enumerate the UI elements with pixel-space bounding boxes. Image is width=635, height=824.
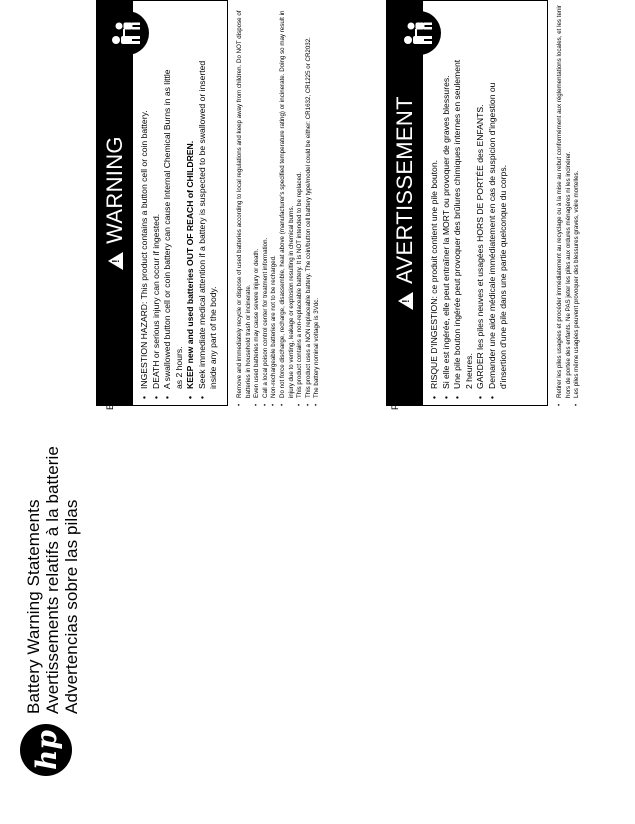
list-item: • Remove and immediately recycle or dispose of used batteries according to local regulations and keep away from children. Do NOT dispose of batteries in household trash or incinerate. (236, 2, 253, 406)
list-item: • Retirer les piles usagées et procéder immédiatement au recyclage ou à la mise au rebut conformément aux réglementations locales, et les tenir hors de portée des enfants. Ne PAS jeter les piles aux ordures ménagères ni les incinérer. (556, 2, 573, 406)
notes-list-en (236, 2, 322, 406)
warning-header-fr (387, 1, 423, 405)
notes-list-fr (556, 2, 582, 406)
title-en: Battery Warning Statements (24, 499, 43, 714)
list-item: • A swallowed button cell or coin battery can cause Internal Chemical Burns in as little as 2 hours. (162, 59, 185, 399)
list-item: • DEATH or serious injury can occur if ingested. (151, 59, 163, 399)
warning-header-en (97, 1, 133, 405)
children-pictogram-icon (105, 11, 149, 55)
warning-list-fr (429, 59, 510, 399)
list-item: • This product uses a NON replaceable battery. The coin/button cell battery type/model could be either: CR1632, CR1225 or CR2032. (305, 2, 314, 406)
list-item: • RISQUE D'INGESTION: ce produit contient une pile bouton. (429, 59, 441, 399)
list-item: • Call a local poison control center for treatment information. (262, 2, 271, 406)
warning-heading-fr: AVERTISSEMENT (392, 96, 417, 284)
title-es: Advertencias sobre las pilas (62, 499, 81, 714)
list-item: • Demander une aide médicale immédiatement en cas de suspicion d'ingestion ou d'insertion d'une pile dans une partie quelconque du corps. (487, 59, 510, 399)
hp-logo: hp (20, 724, 72, 776)
list-item: • Si elle est ingérée, elle peut entraîner la MORT ou provoquer de graves blessures. (441, 59, 453, 399)
warning-box-en (96, 0, 228, 406)
title-fr: Avertissements relatifs à la batterie (43, 446, 62, 714)
list-item: • Seek immediate medical attention if a battery is suspected to be swallowed or inserted inside any part of the body. (197, 59, 220, 399)
list-item: • Une pile bouton ingérée peut provoquer des brûlures chimiques internes en seulement 2 heures. (452, 59, 475, 399)
list-item: • GARDER les piles neuves et usagées HORS DE PORTÉE des ENFANTS. (475, 59, 487, 399)
list-item: • Les piles même usagées peuvent provoquer des blessures graves, voire mortelles. (573, 2, 582, 406)
warning-triangle-icon: ! (108, 252, 123, 270)
list-item: • Do not force discharge, recharge, disassemble, heat above (manufacturer's specified temperature rating) or incinerate. Doing so may result in injury due to venting, leakage or explosion resulting in chemical burns. (279, 2, 296, 406)
children-pictogram-icon (397, 11, 441, 55)
list-item: • This product contains a non-replaceable battery. It is NOT intended to be replaced. (296, 2, 305, 406)
list-item: • The battery nominal voltage is 3Vdc. (313, 2, 322, 406)
title-block (24, 446, 81, 714)
list-item: • KEEP new and used batteries OUT OF REACH of CHILDREN. (185, 59, 197, 399)
warning-heading-en: WARNING (102, 136, 127, 244)
warning-triangle-icon: ! (398, 292, 413, 310)
warning-box-fr (386, 0, 548, 406)
list-item: • Even used batteries may cause severe injury or death. (253, 2, 262, 406)
list-item: • Non-rechargeable batteries are not to be recharged. (270, 2, 279, 406)
list-item: • INGESTION HAZARD: This product contains a button cell or coin battery. (139, 59, 151, 399)
warning-list-en (139, 59, 220, 399)
